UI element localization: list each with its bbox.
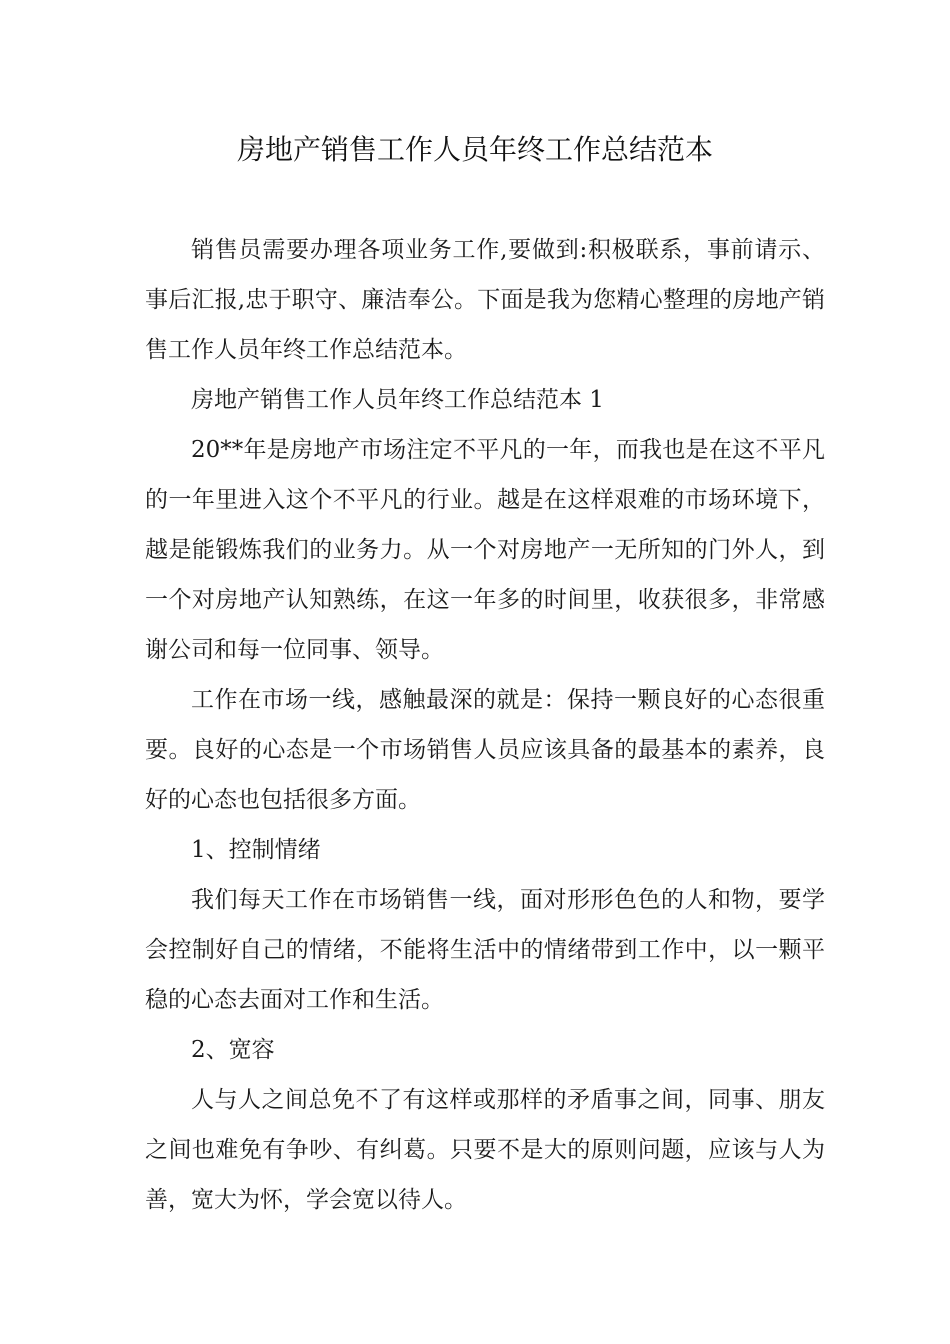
intro-paragraph: 销售员需要办理各项业务工作,要做到:积极联系，事前请示、事后汇报,忠于职守、廉洁奉公。下面是我为您精心整理的房地产销售工作人员年终工作总结范本。 (145, 237, 825, 363)
body-paragraph: 20**年是房地产市场注定不平凡的一年，而我也是在这不平凡的一年里进入这个不平凡的行业。越是在这样艰难的市场环境下，越是能锻炼我们的业务力。从一个对房地产一无所知的门外人，到一个对房地产认知熟练，在这一年多的时间里，收获很多，非常感谢公司和每一位同事、领导。 (145, 437, 825, 663)
document-body (145, 225, 825, 1225)
section-heading: 房地产销售工作人员年终工作总结范本 1 (191, 387, 604, 413)
subheading-tolerance: 2、宽容 (191, 1037, 275, 1063)
document-title: 房地产销售工作人员年终工作总结范本 (236, 133, 713, 166)
body-paragraph: 人与人之间总免不了有这样或那样的矛盾事之间，同事、朋友之间也难免有争吵、有纠葛。只要不是大的原则问题，应该与人为善，宽大为怀，学会宽以待人。 (145, 1087, 825, 1213)
body-paragraph: 工作在市场一线，感触最深的就是：保持一颗良好的心态很重要。良好的心态是一个市场销售人员应该具备的最基本的素养，良好的心态也包括很多方面。 (145, 687, 825, 813)
body-paragraph: 我们每天工作在市场销售一线，面对形形色色的人和物，要学会控制好自己的情绪，不能将生活中的情绪带到工作中，以一颗平稳的心态去面对工作和生活。 (145, 887, 825, 1013)
subheading-control-emotions: 1、控制情绪 (191, 837, 321, 863)
